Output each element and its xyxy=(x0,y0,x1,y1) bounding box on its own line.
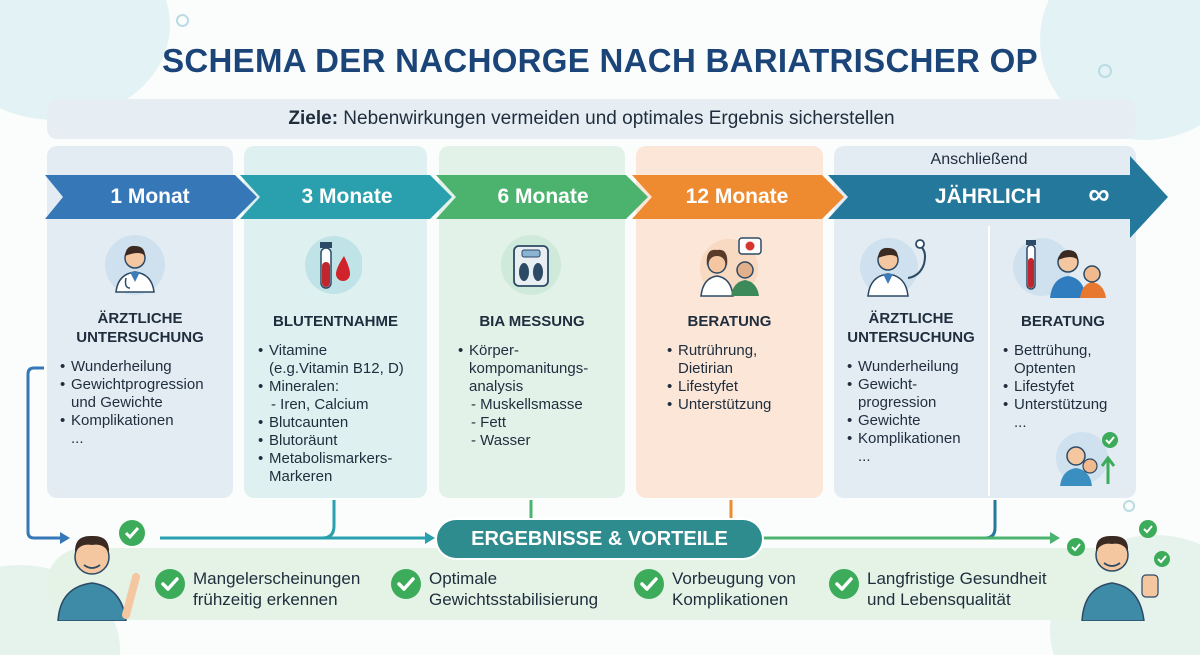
benefit-text: Mangelerscheinungen frühzeitig erkennen xyxy=(193,569,361,609)
after-label: Anschließend xyxy=(930,151,1028,168)
benefit-text: Vorbeugung von Komplikationen xyxy=(672,569,796,609)
column-heading: ÄRZTLICHE UNTERSUCHUNG xyxy=(76,310,204,346)
list-item: • Gewichtprogression und Gewichte xyxy=(60,376,232,412)
page-title: SCHEMA DER NACHORGE NACH BARIATRISCHER OP xyxy=(162,42,1038,79)
goals-text: Nebenwirkungen vermeiden und optimales Ergebnis sicherstellen xyxy=(338,108,895,129)
list-item: • Lifestyfet xyxy=(1003,378,1133,396)
timeline-step-label: 1 Monat xyxy=(110,185,190,208)
list-item: • Blutoräunt xyxy=(258,432,426,450)
list-item: - Wasser xyxy=(471,432,531,449)
column-heading: BIA MESSUNG xyxy=(479,313,585,330)
list-item: • Unterstützung xyxy=(1003,396,1133,414)
check-icon xyxy=(828,568,860,600)
check-icon xyxy=(633,568,665,600)
list-item: • Bettrühung, Optenten xyxy=(1003,342,1133,378)
list-item: • Lifestyfet xyxy=(667,378,817,396)
results-banner: ERGEBNISSE & VORTEILE xyxy=(437,520,762,558)
list-item: • Vitamine (e.g.Vitamin B12, D) xyxy=(258,342,426,378)
patient-success-icon xyxy=(1062,515,1172,621)
benefit-item xyxy=(154,568,360,610)
list-item: • Gewicht- progression xyxy=(847,376,987,412)
list-item: - Fett xyxy=(471,414,507,431)
benefit-text: Optimale Gewichtsstabilisierung xyxy=(429,569,599,609)
list-item: • Gewichte xyxy=(847,412,987,430)
list-item: • Körper- kompomanitungs- analysis xyxy=(458,342,623,396)
timeline-step-label: JÄHRLICH xyxy=(934,185,1042,208)
column-heading: BERATUNG xyxy=(1021,313,1105,330)
list-item: • Komplikationen xyxy=(847,430,987,448)
benefit-item xyxy=(828,568,1047,610)
list-item: • Mineralen: xyxy=(258,378,426,396)
patient-happy-icon xyxy=(50,515,150,621)
list-item: - Muskellsmasse xyxy=(471,396,583,413)
benefit-item xyxy=(633,568,796,610)
benefit-item xyxy=(390,568,598,610)
list-item: ... xyxy=(71,430,84,447)
column-heading: ÄRZTLICHE UNTERSUCHUNG xyxy=(847,310,975,346)
timeline-step-label: 6 Monate xyxy=(497,185,589,208)
list-item: ... xyxy=(858,448,871,465)
column-heading: BERATUNG xyxy=(687,313,772,330)
list-item: • Komplikationen xyxy=(60,412,232,430)
list-item: ... xyxy=(1014,414,1027,431)
check-icon xyxy=(390,568,422,600)
timeline-step-label: 3 Monate xyxy=(301,185,393,208)
timeline-step-label: 12 Monate xyxy=(685,185,789,208)
list-item: • Wunderheilung xyxy=(60,358,232,376)
infinity-icon: ∞ xyxy=(1088,178,1110,211)
list-item: • Wunderheilung xyxy=(847,358,987,376)
list-item: - Iren, Calcium xyxy=(271,396,369,413)
list-item: • Metabolismarkers- Markeren xyxy=(258,450,426,486)
column-heading: BLUTENTNAHME xyxy=(273,313,398,330)
benefit-text: Langfristige Gesundheit und Lebensqualität xyxy=(867,569,1047,609)
list-item: • Rutrührung, Dietirian xyxy=(667,342,817,378)
check-icon xyxy=(154,568,186,600)
list-item: • Blutcaunten xyxy=(258,414,426,432)
goals-label: Ziele: xyxy=(288,108,339,129)
list-item: • Unterstützung xyxy=(667,396,817,414)
